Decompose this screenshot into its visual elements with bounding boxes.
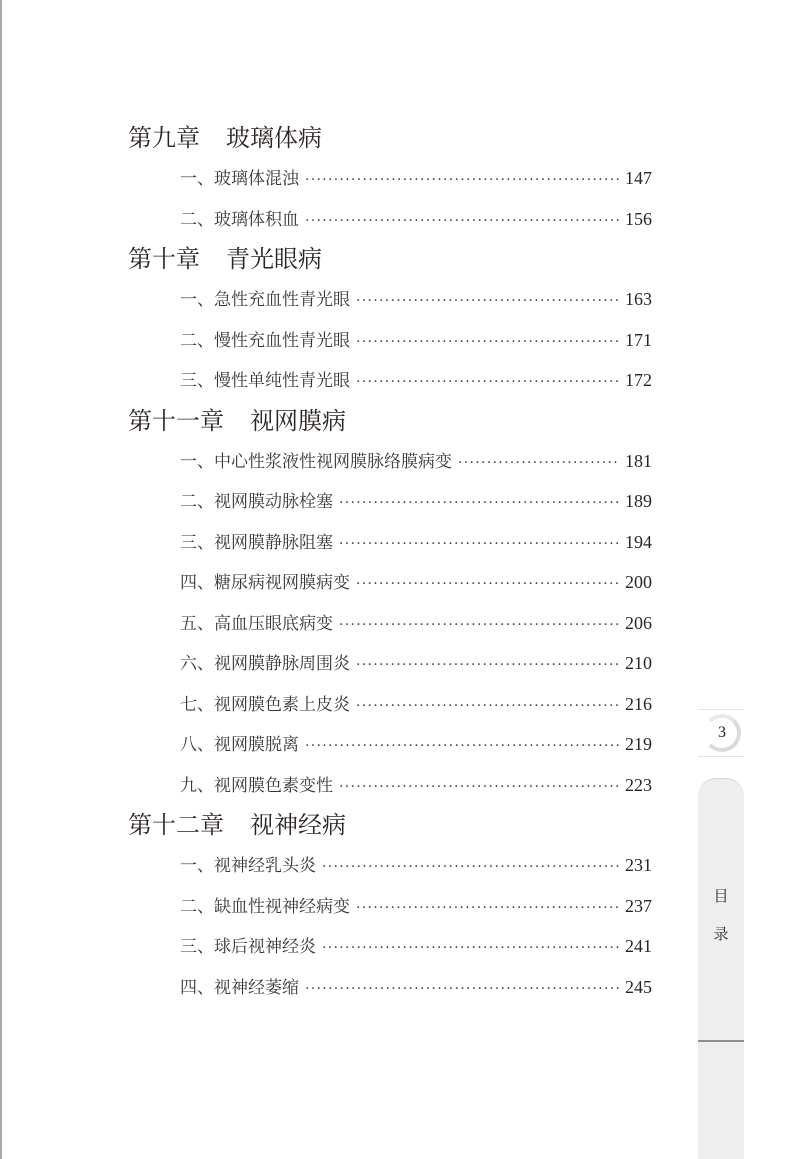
- toc-entry[interactable]: [128, 562, 652, 603]
- badge-top-line: [698, 709, 744, 710]
- entry-label: 四、视神经萎缩: [180, 977, 299, 998]
- toc-entry[interactable]: [128, 926, 652, 967]
- dot-leader: [356, 564, 619, 605]
- entry-label: 二、缺血性视神经病变: [180, 896, 350, 917]
- entry-page: 171: [625, 329, 652, 350]
- toc-entry[interactable]: [128, 643, 652, 684]
- tab-char: 录: [713, 925, 729, 943]
- entry-label: 二、玻璃体积血: [180, 209, 299, 230]
- dot-leader: [305, 201, 619, 242]
- dot-leader: [305, 969, 619, 1010]
- entry-page: 156: [625, 208, 652, 229]
- chapter-title: 玻璃体病: [226, 124, 322, 152]
- dot-leader: [322, 847, 619, 888]
- entry-label: 三、球后视神经炎: [180, 937, 316, 957]
- entry-label: 一、视神经乳头炎: [180, 856, 316, 876]
- toc-entry[interactable]: [128, 845, 652, 886]
- chapter-title: 视网膜病: [250, 406, 346, 435]
- entry-label: 二、视网膜动脉栓塞: [180, 492, 333, 512]
- page-edge: [0, 0, 2, 1159]
- dot-leader: [339, 483, 619, 524]
- toc-entry[interactable]: [128, 603, 652, 644]
- dot-leader: [339, 605, 619, 646]
- entry-label: 一、玻璃体混浊: [180, 169, 299, 189]
- entry-page: 241: [625, 936, 652, 956]
- dot-leader: [322, 928, 619, 969]
- entry-label: 九、视网膜色素变性: [180, 775, 333, 796]
- entry-label: 一、中心性浆液性视网膜脉络膜病变: [180, 451, 452, 472]
- section-tab-contents[interactable]: [698, 778, 744, 1159]
- entry-label: 四、糖尿病视网膜病变: [180, 573, 350, 593]
- chapter-heading: [128, 118, 652, 158]
- dot-leader: [458, 443, 619, 484]
- toc-entry[interactable]: [128, 320, 652, 361]
- dot-leader: [356, 281, 619, 322]
- entry-label: 七、视网膜色素上皮炎: [180, 694, 350, 715]
- entry-label: 三、慢性单纯性青光眼: [180, 371, 350, 391]
- toc-entry[interactable]: [128, 765, 652, 806]
- entry-label: 二、慢性充血性青光眼: [180, 330, 350, 351]
- chapter-heading: [128, 805, 652, 845]
- chapter-title: 青光眼病: [226, 245, 322, 273]
- entry-page: 147: [625, 168, 652, 188]
- dot-leader: [356, 362, 619, 403]
- entry-page: 163: [625, 289, 652, 309]
- toc-entry[interactable]: [128, 724, 652, 765]
- tab-char: 目: [713, 887, 729, 905]
- entry-page: 210: [625, 653, 652, 673]
- page-number: 3: [718, 724, 726, 741]
- entry-label: 六、视网膜静脉周围炎: [180, 654, 350, 674]
- entry-page: 194: [625, 531, 652, 552]
- toc-entry[interactable]: [128, 522, 652, 563]
- dot-leader: [356, 322, 619, 363]
- entry-page: 172: [625, 370, 652, 390]
- toc-entry[interactable]: [128, 360, 652, 401]
- chapter-number: 第十二章: [128, 811, 224, 839]
- entry-page: 237: [625, 895, 652, 916]
- entry-page: 216: [625, 693, 652, 714]
- entry-page: 181: [625, 450, 652, 471]
- entry-page: 206: [625, 612, 652, 633]
- entry-label: 八、视网膜脱离: [180, 735, 299, 755]
- dot-leader: [339, 767, 619, 808]
- toc-entry[interactable]: [128, 199, 652, 240]
- entry-page: 231: [625, 855, 652, 875]
- table-of-contents: [128, 118, 652, 1007]
- entry-page: 219: [625, 734, 652, 754]
- entry-label: 五、高血压眼底病变: [180, 613, 333, 634]
- dot-leader: [339, 524, 619, 565]
- toc-entry[interactable]: [128, 158, 652, 199]
- chapter-number: 第十一章: [128, 406, 224, 435]
- dot-leader: [356, 888, 619, 929]
- toc-entry[interactable]: [128, 441, 652, 482]
- dot-leader: [356, 645, 619, 686]
- chapter-heading: [128, 401, 652, 441]
- entry-page: 245: [625, 976, 652, 997]
- entry-page: 223: [625, 774, 652, 795]
- dot-leader: [356, 686, 619, 727]
- toc-entry[interactable]: [128, 279, 652, 320]
- entry-page: 200: [625, 572, 652, 592]
- page-number-badge: [703, 714, 741, 752]
- tab-label: [698, 883, 744, 959]
- entry-label: 三、视网膜静脉阻塞: [180, 532, 333, 553]
- toc-entry[interactable]: [128, 967, 652, 1008]
- entry-page: 189: [625, 491, 652, 511]
- toc-entry[interactable]: [128, 886, 652, 927]
- tab-divider: [698, 1040, 744, 1042]
- chapter-heading: [128, 239, 652, 279]
- chapter-number: 第九章: [128, 124, 200, 152]
- entry-label: 一、急性充血性青光眼: [180, 290, 350, 310]
- toc-entry[interactable]: [128, 481, 652, 522]
- toc-entry[interactable]: [128, 684, 652, 725]
- chapter-title: 视神经病: [250, 811, 346, 839]
- dot-leader: [305, 726, 619, 767]
- chapter-number: 第十章: [128, 245, 200, 273]
- badge-bottom-line: [698, 756, 744, 757]
- dot-leader: [305, 160, 619, 201]
